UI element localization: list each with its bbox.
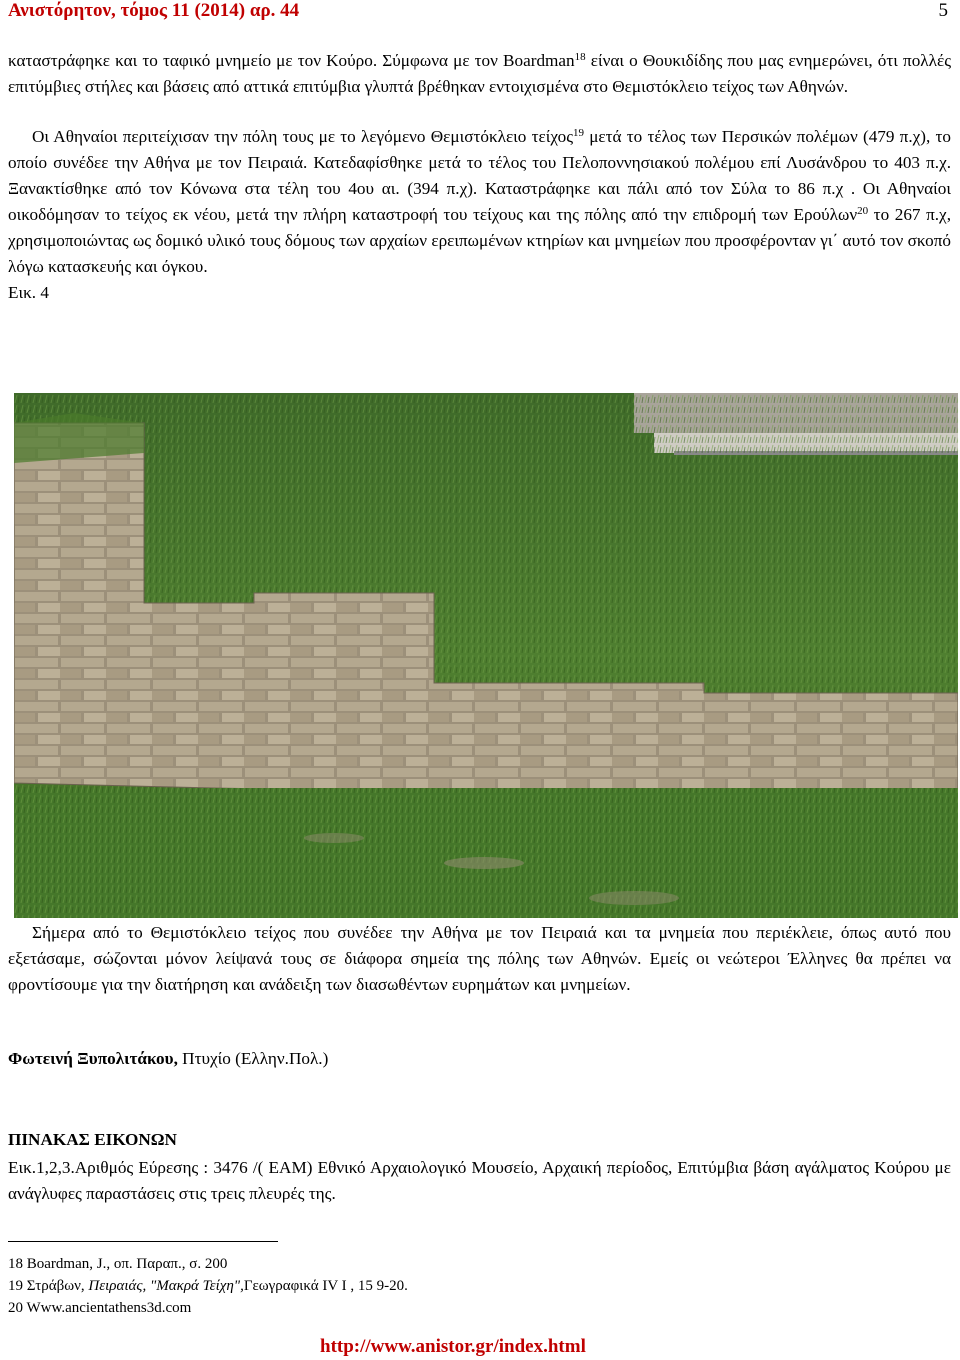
- footnote-italic-title: Πειραιάς, "Μακρά Τείχη",: [88, 1278, 244, 1294]
- paragraph-text: είναι ο Θουκιδίδης που μας ενημερώνει, ότι πολλές επιτύμβιες στήλες και βάσεις από αττικά επιτύμβια γλυπτά βρέθηκαν εντοιχισμένα στο Θεμιστόκλειο τείχος των Αθηνών.: [8, 51, 951, 96]
- footnote-ref-19[interactable]: 19: [573, 127, 585, 139]
- author-name: Φωτεινή Ξυπολιτάκου,: [8, 1049, 178, 1068]
- paragraph-text: καταστράφηκε και το ταφικό μνημείο με τον Κούρο. Σύμφωνα με τον Boardman: [8, 51, 575, 70]
- figure-list-heading: ΠΙΝΑΚΑΣ ΕΙΚΟΝΩΝ: [8, 1130, 177, 1149]
- author-degree: Πτυχίο (Ελλην.Πολ.): [177, 1049, 329, 1068]
- paragraph-intro: [8, 48, 951, 100]
- paragraph-walls: [8, 124, 951, 306]
- footnote-18: 18 Boardman, J., οπ. Παραπ., σ. 200: [8, 1256, 228, 1272]
- page-header: [0, 0, 960, 24]
- figure-caption: Εικ.1,2,3.Αριθμός Εύρεσης : 3476 /( ΕΑΜ) Εθνικό Αρχαιολογικό Μουσείο, Αρχαική περίοδος, Επιτύμβια βάση αγάλματος Κούρου με ανάγλυφες παραστάσεις στις τρεις πλευρές της.: [8, 1158, 951, 1203]
- footnote-ref-18[interactable]: 18: [574, 51, 586, 63]
- footnote-text: Γεωγραφικά IV Ι , 15 9-20.: [243, 1278, 408, 1294]
- paragraph-text: Οι Αθηναίοι περιτείχισαν την πόλη τους με το λεγόμενο Θεμιστόκλειο τείχος: [32, 127, 574, 146]
- figure-reference: Εικ. 4: [8, 283, 49, 302]
- footnote-19: [8, 1278, 408, 1295]
- paragraph-text: το 267 π.χ, χρησιμοποιώντας ως δομικό υλικό τους δόμους των αρχαίων ερειπωμένων κτηρίων και μνημείων που προσφέρονταν γι΄ αυτό τον σκοπό λόγω κατασκευής και όγκου.: [8, 205, 951, 276]
- footer-url-link[interactable]: http://www.anistor.gr/index.html: [320, 1336, 586, 1357]
- paragraph-conclusion: Σήμερα από το Θεμιστόκλειο τείχος που συνέδεε την Αθήνα με τον Πειραιά και τα μνημεία που περιέκλειε, όπως αυτό που εξετάσαμε, σώζονται μόνον λείψανά τους σε διάφορα σημεία της πόλης των Αθηνών. Εμείς οι νεώτεροι Έλληνες θα πρέπει να φροντίσουμε για την διατήρηση και ανάδειξη των διασωθέντων ευρημάτων και μνημείων.: [8, 923, 951, 994]
- footnote-ref-20[interactable]: 20: [857, 205, 869, 217]
- author-line: [8, 1049, 328, 1069]
- page-number: 5: [938, 0, 948, 21]
- footnote-text: 19 Στράβων,: [8, 1278, 89, 1294]
- wall-photograph: [14, 393, 958, 918]
- footnote-divider: [8, 1241, 278, 1242]
- footnote-20[interactable]: 20 Www.ancientathens3d.com: [8, 1300, 192, 1316]
- paragraph-text: μετά το τέλος των Περσικών πολέμων (479 π.χ), το οποίο συνέδεε την Αθήνα με τον Πειραιά. Κατεδαφίσθηκε μετά το τέλος του Πελοποννησιακού πολέμου επί Λυσάνδρου το 403 π.χ. Ξανακτίσθηκε από τον Κόνωνα στα τέλη του 4ου αι. (394 π.χ). Καταστράφηκε και πάλι από τον Σύλα το 86 π.χ . Οι Αθηναίοι οικοδόμησαν το τείχος εκ νέου, μετά την πλήρη καταστροφή του τείχους και της πόλης από την επιδρομή των Ερούλων: [8, 127, 952, 224]
- journal-title: Ανιστόρητον, τόμος 11 (2014) αρ. 44: [8, 0, 300, 21]
